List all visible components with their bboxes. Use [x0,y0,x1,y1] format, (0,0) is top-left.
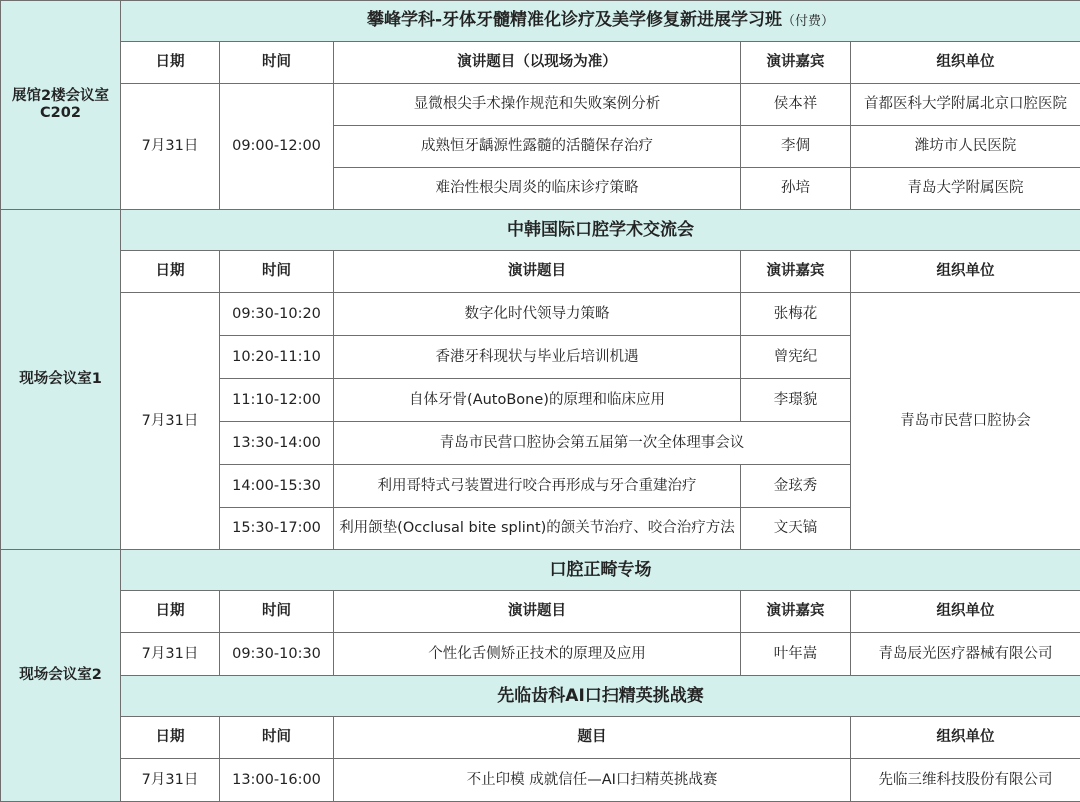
header-speaker: 演讲嘉宾 [741,42,851,84]
header-time: 时间 [220,717,334,759]
topic-cell: 难治性根尖周炎的临床诊疗策略 [334,168,741,210]
time-cell: 10:20-11:10 [220,336,334,379]
header-speaker: 演讲嘉宾 [741,591,851,633]
time-cell: 13:30-14:00 [220,422,334,465]
venue-name: 展馆2楼会议室 [12,88,109,104]
section-title-text: 攀峰学科-牙体牙髓精准化诊疗及美学修复新进展学习班 [367,10,782,30]
speaker-cell: 叶年嵩 [741,633,851,676]
header-time: 时间 [220,251,334,293]
time-cell: 09:30-10:20 [220,293,334,336]
date-cell: 7月31日 [121,759,220,802]
date-cell: 7月31日 [121,633,220,676]
org-cell: 先临三维科技股份有限公司 [851,759,1080,802]
org-cell: 青岛市民营口腔协会 [851,293,1080,550]
header-topic: 演讲题目（以现场为准） [334,42,741,84]
org-cell: 青岛大学附属医院 [851,168,1080,210]
section-title: 中韩国际口腔学术交流会 [121,210,1080,251]
date-cell: 7月31日 [121,293,220,550]
speaker-cell: 金玹秀 [741,465,851,508]
section-title: 先临齿科AI口扫精英挑战赛 [121,676,1080,717]
header-topic: 题目 [334,717,851,759]
topic-cell: 不止印模 成就信任—AI口扫精英挑战赛 [334,759,851,802]
time-cell: 09:30-10:30 [220,633,334,676]
header-org: 组织单位 [851,251,1080,293]
venue-room: C202 [40,105,81,121]
speaker-cell: 侯本祥 [741,84,851,126]
header-date: 日期 [121,717,220,759]
topic-cell: 个性化舌侧矫正技术的原理及应用 [334,633,741,676]
section-title [121,1,1080,42]
header-time: 时间 [220,42,334,84]
topic-cell: 利用颌垫(Occlusal bite splint)的颌关节治疗、咬合治疗方法 [334,508,741,550]
speaker-cell: 曾宪纪 [741,336,851,379]
header-date: 日期 [121,591,220,633]
header-time: 时间 [220,591,334,633]
topic-cell: 数字化时代领导力策略 [334,293,741,336]
section-title: 口腔正畸专场 [121,550,1080,591]
header-topic: 演讲题目 [334,251,741,293]
speaker-cell: 孙培 [741,168,851,210]
venue-cell: 现场会议室1 [1,210,121,550]
time-cell: 15:30-17:00 [220,508,334,550]
topic-cell: 成熟恒牙龋源性露髓的活髓保存治疗 [334,126,741,168]
venue-cell [1,1,121,210]
topic-cell: 利用哥特式弓装置进行咬合再形成与牙合重建治疗 [334,465,741,508]
header-topic: 演讲题目 [334,591,741,633]
header-speaker: 演讲嘉宾 [741,251,851,293]
fee-tag: （付费） [782,14,834,29]
time-cell: 13:00-16:00 [220,759,334,802]
time-cell: 11:10-12:00 [220,379,334,422]
org-cell: 青岛辰光医疗器械有限公司 [851,633,1080,676]
time-cell: 09:00-12:00 [220,84,334,210]
speaker-cell: 李璟貌 [741,379,851,422]
speaker-cell: 张梅花 [741,293,851,336]
date-cell: 7月31日 [121,84,220,210]
venue-cell: 现场会议室2 [1,550,121,802]
org-cell: 潍坊市人民医院 [851,126,1080,168]
topic-cell: 自体牙骨(AutoBone)的原理和临床应用 [334,379,741,422]
topic-cell: 显微根尖手术操作规范和失败案例分析 [334,84,741,126]
header-org: 组织单位 [851,591,1080,633]
header-org: 组织单位 [851,717,1080,759]
org-cell: 首都医科大学附属北京口腔医院 [851,84,1080,126]
speaker-cell: 文天镐 [741,508,851,550]
header-org: 组织单位 [851,42,1080,84]
speaker-cell: 李倜 [741,126,851,168]
topic-cell: 青岛市民营口腔协会第五届第一次全体理事会议 [334,422,851,465]
time-cell: 14:00-15:30 [220,465,334,508]
header-date: 日期 [121,251,220,293]
header-date: 日期 [121,42,220,84]
topic-cell: 香港牙科现状与毕业后培训机遇 [334,336,741,379]
